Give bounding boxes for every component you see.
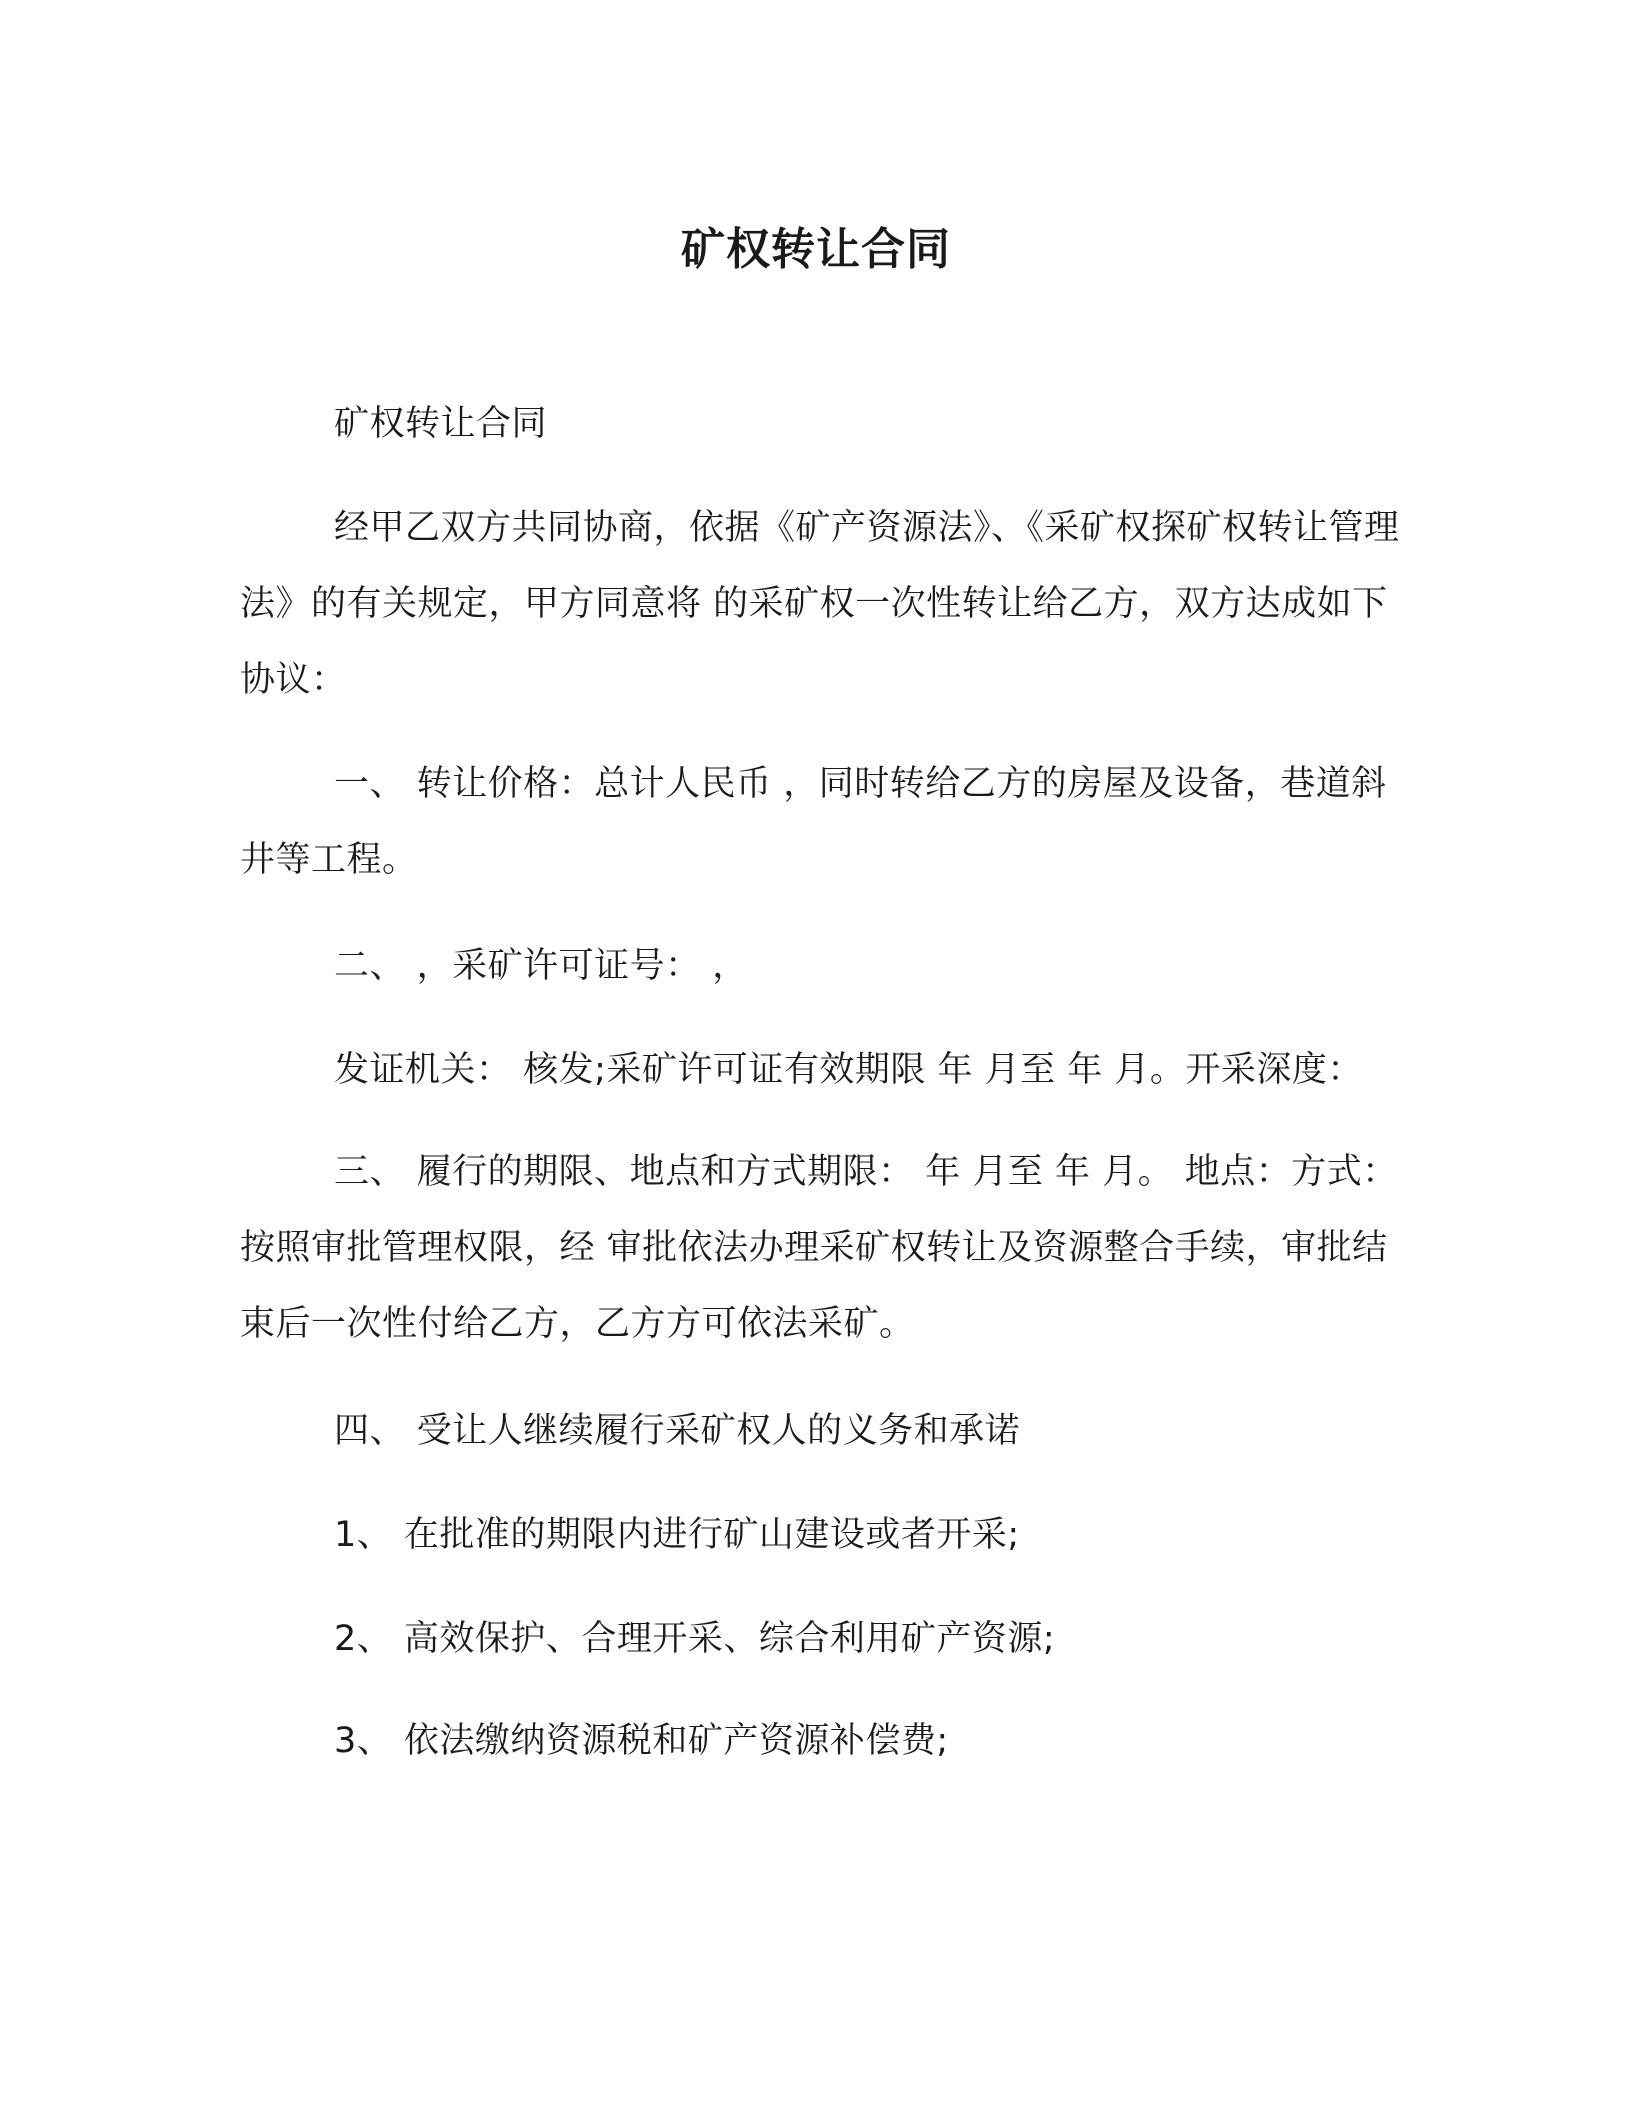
document-title: 矿权转让合同: [681, 224, 951, 275]
obligation-item-1: 1、 在批准的期限内进行矿山建设或者开采;: [334, 1515, 1020, 1555]
obligation-item-3: 3、 依法缴纳资源税和矿产资源补偿费;: [334, 1721, 949, 1761]
preamble-paragraph: 经甲乙双方共同协商，依据《矿产资源法》、《采矿权探矿权转让管理法》的有关规定，甲方同意将 的采矿权一次性转让给乙方，双方达成如下协议：: [240, 508, 1400, 700]
clause-2-license-number: 二、 ，采矿许可证号： ，: [334, 946, 748, 986]
subtitle-paragraph: 矿权转让合同: [334, 404, 548, 444]
clause-4-obligations: 四、 受让人继续履行采矿权人的义务和承诺: [334, 1411, 1021, 1451]
clause-3-performance: 三、 履行的期限、地点和方式期限： 年 月至 年 月。 地点：方式：按照审批管理权限，经 审批依法办理采矿权转让及资源整合手续，审批结束后一次性付给乙方，乙方方可依法采矿。: [240, 1152, 1398, 1344]
obligation-item-2: 2、 高效保护、合理开采、综合利用矿产资源;: [334, 1619, 1056, 1659]
clause-1-price: 一、 转让价格：总计人民币 ，同时转给乙方的房屋及设备，巷道斜井等工程。: [240, 764, 1387, 880]
clause-2-issuing-authority: 发证机关： 核发;采矿许可证有效期限 年 月至 年 月。开采深度：: [334, 1050, 1363, 1090]
